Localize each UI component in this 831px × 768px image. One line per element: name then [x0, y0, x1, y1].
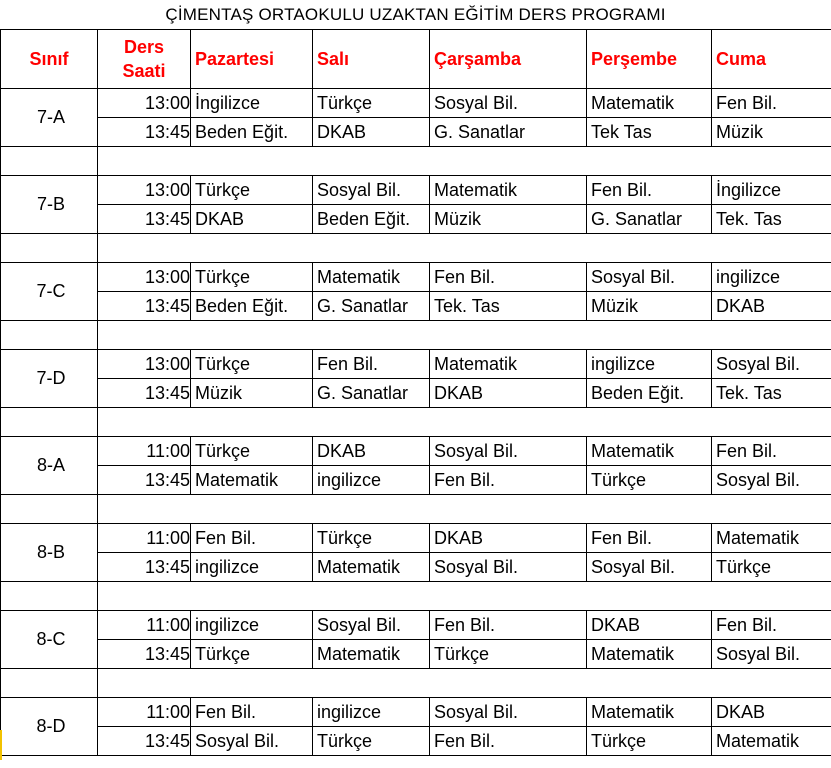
lesson-cell: Beden Eğit.: [191, 118, 313, 147]
lesson-cell: Türkçe: [313, 524, 430, 553]
lesson-cell: ingilizce: [313, 466, 430, 495]
table-row: [1, 698, 831, 727]
spacer-cell: [1, 582, 98, 611]
lesson-cell: Sosyal Bil.: [191, 727, 313, 756]
table-row: [1, 611, 831, 640]
lesson-cell: Fen Bil.: [430, 611, 587, 640]
lesson-cell: İngilizce: [191, 89, 313, 118]
table-row: [1, 553, 831, 582]
lesson-cell: Fen Bil.: [191, 698, 313, 727]
header-day-pazartesi: Pazartesi: [191, 30, 313, 89]
spacer-row: [1, 495, 831, 524]
lesson-cell: Matematik: [712, 524, 831, 553]
table-row: [1, 524, 831, 553]
lesson-cell: G. Sanatlar: [587, 205, 712, 234]
lesson-cell: Sosyal Bil.: [313, 611, 430, 640]
lesson-time: 13:00: [98, 89, 191, 118]
lesson-cell: Matematik: [587, 698, 712, 727]
lesson-cell: Türkçe: [191, 350, 313, 379]
table-row: [1, 292, 831, 321]
lesson-cell: Müzik: [430, 205, 587, 234]
table-row: [1, 466, 831, 495]
lesson-cell: ingilizce: [587, 350, 712, 379]
lesson-cell: Türkçe: [313, 89, 430, 118]
spacer-row: [1, 669, 831, 698]
lesson-time: 13:45: [98, 466, 191, 495]
lesson-cell: Müzik: [712, 118, 831, 147]
table-row: [1, 89, 831, 118]
header-ders-line2: Saati: [122, 61, 166, 81]
class-name: 8-C: [1, 611, 98, 669]
spacer-cell: [98, 408, 831, 437]
lesson-cell: Sosyal Bil.: [712, 640, 831, 669]
spacer-cell: [98, 321, 831, 350]
spacer-cell: [1, 408, 98, 437]
header-row: [1, 30, 831, 89]
table-row: [1, 437, 831, 466]
lesson-cell: Sosyal Bil.: [430, 89, 587, 118]
header-ders-saati: [98, 30, 191, 89]
table-row: [1, 350, 831, 379]
lesson-cell: Türkçe: [191, 176, 313, 205]
lesson-time: 13:00: [98, 176, 191, 205]
class-name: 8-A: [1, 437, 98, 495]
lesson-cell: Müzik: [587, 292, 712, 321]
lesson-cell: Fen Bil.: [587, 176, 712, 205]
lesson-time: 13:45: [98, 292, 191, 321]
lesson-cell: DKAB: [191, 205, 313, 234]
lesson-cell: Fen Bil.: [191, 524, 313, 553]
spacer-cell: [1, 669, 98, 698]
lesson-cell: Fen Bil.: [430, 263, 587, 292]
lesson-time: 13:45: [98, 118, 191, 147]
class-name: 7-B: [1, 176, 98, 234]
lesson-cell: Matematik: [191, 466, 313, 495]
class-name: 7-C: [1, 263, 98, 321]
table-row: [1, 640, 831, 669]
lesson-time: 13:45: [98, 379, 191, 408]
lesson-cell: İngilizce: [712, 176, 831, 205]
spacer-cell: [1, 321, 98, 350]
lesson-time: 11:00: [98, 524, 191, 553]
spacer-cell: [1, 147, 98, 176]
lesson-cell: Türkçe: [191, 437, 313, 466]
lesson-cell: Beden Eğit.: [191, 292, 313, 321]
lesson-cell: Matematik: [587, 437, 712, 466]
lesson-cell: DKAB: [712, 292, 831, 321]
header-ders-line1: Ders: [123, 37, 165, 57]
table-row: [1, 379, 831, 408]
lesson-cell: DKAB: [430, 379, 587, 408]
lesson-cell: Beden Eğit.: [587, 379, 712, 408]
lesson-cell: G. Sanatlar: [313, 292, 430, 321]
lesson-cell: Tek Tas: [587, 118, 712, 147]
lesson-cell: Sosyal Bil.: [587, 263, 712, 292]
header-day-cuma: Cuma: [712, 30, 831, 89]
spacer-cell: [98, 582, 831, 611]
class-name: 7-A: [1, 89, 98, 147]
lesson-cell: DKAB: [712, 698, 831, 727]
lesson-cell: Sosyal Bil.: [313, 176, 430, 205]
lesson-cell: Türkçe: [587, 727, 712, 756]
lesson-time: 13:00: [98, 350, 191, 379]
lesson-cell: Fen Bil.: [587, 524, 712, 553]
header-day-persembe: Perşembe: [587, 30, 712, 89]
schedule-table: [0, 29, 831, 756]
spacer-row: [1, 408, 831, 437]
lesson-cell: DKAB: [430, 524, 587, 553]
lesson-cell: Türkçe: [430, 640, 587, 669]
lesson-cell: Matematik: [430, 176, 587, 205]
class-name: 8-D: [1, 698, 98, 756]
class-name: 8-B: [1, 524, 98, 582]
spacer-row: [1, 234, 831, 263]
lesson-time: 13:45: [98, 640, 191, 669]
lesson-time: 13:45: [98, 553, 191, 582]
table-row: [1, 205, 831, 234]
spacer-row: [1, 321, 831, 350]
lesson-cell: ingilizce: [313, 698, 430, 727]
lesson-time: 13:45: [98, 727, 191, 756]
lesson-cell: Matematik: [712, 727, 831, 756]
spacer-cell: [98, 669, 831, 698]
lesson-cell: Sosyal Bil.: [430, 553, 587, 582]
lesson-cell: Türkçe: [191, 263, 313, 292]
table-row: [1, 176, 831, 205]
spacer-cell: [1, 495, 98, 524]
lesson-cell: Türkçe: [587, 466, 712, 495]
lesson-cell: Beden Eğit.: [313, 205, 430, 234]
lesson-cell: ingilizce: [712, 263, 831, 292]
lesson-cell: Tek. Tas: [430, 292, 587, 321]
lesson-cell: Sosyal Bil.: [712, 466, 831, 495]
lesson-time: 11:00: [98, 437, 191, 466]
spacer-row: [1, 147, 831, 176]
lesson-cell: Türkçe: [191, 640, 313, 669]
lesson-cell: Matematik: [430, 350, 587, 379]
header-day-carsamba: Çarşamba: [430, 30, 587, 89]
cell-selection-marker: [0, 730, 2, 760]
lesson-time: 11:00: [98, 698, 191, 727]
lesson-cell: ingilizce: [191, 611, 313, 640]
lesson-time: 13:45: [98, 205, 191, 234]
spacer-cell: [98, 147, 831, 176]
table-row: [1, 118, 831, 147]
lesson-cell: G. Sanatlar: [313, 379, 430, 408]
table-row: [1, 263, 831, 292]
lesson-cell: Matematik: [587, 640, 712, 669]
lesson-cell: Matematik: [587, 89, 712, 118]
lesson-cell: Türkçe: [712, 553, 831, 582]
lesson-cell: Sosyal Bil.: [712, 350, 831, 379]
lesson-cell: Sosyal Bil.: [430, 698, 587, 727]
lesson-cell: Fen Bil.: [712, 437, 831, 466]
lesson-cell: Matematik: [313, 553, 430, 582]
lesson-cell: Sosyal Bil.: [587, 553, 712, 582]
lesson-cell: Matematik: [313, 263, 430, 292]
lesson-cell: Tek. Tas: [712, 379, 831, 408]
header-sinif: Sınıf: [1, 30, 98, 89]
lesson-cell: Fen Bil.: [430, 466, 587, 495]
lesson-cell: Sosyal Bil.: [430, 437, 587, 466]
lesson-cell: DKAB: [587, 611, 712, 640]
lesson-time: 11:00: [98, 611, 191, 640]
lesson-cell: Müzik: [191, 379, 313, 408]
lesson-cell: DKAB: [313, 437, 430, 466]
lesson-cell: Fen Bil.: [430, 727, 587, 756]
spacer-cell: [98, 495, 831, 524]
header-day-sali: Salı: [313, 30, 430, 89]
lesson-cell: Fen Bil.: [712, 89, 831, 118]
spacer-cell: [98, 234, 831, 263]
spacer-row: [1, 582, 831, 611]
page-title: ÇİMENTAŞ ORTAOKULU UZAKTAN EĞİTİM DERS PROGRAMI: [165, 5, 666, 24]
lesson-cell: ingilizce: [191, 553, 313, 582]
lesson-cell: Tek. Tas: [712, 205, 831, 234]
lesson-cell: G. Sanatlar: [430, 118, 587, 147]
lesson-cell: Fen Bil.: [712, 611, 831, 640]
lesson-cell: Matematik: [313, 640, 430, 669]
spacer-cell: [1, 234, 98, 263]
lesson-cell: Türkçe: [313, 727, 430, 756]
table-row: [1, 727, 831, 756]
class-name: 7-D: [1, 350, 98, 408]
lesson-cell: DKAB: [313, 118, 430, 147]
lesson-time: 13:00: [98, 263, 191, 292]
lesson-cell: Fen Bil.: [313, 350, 430, 379]
